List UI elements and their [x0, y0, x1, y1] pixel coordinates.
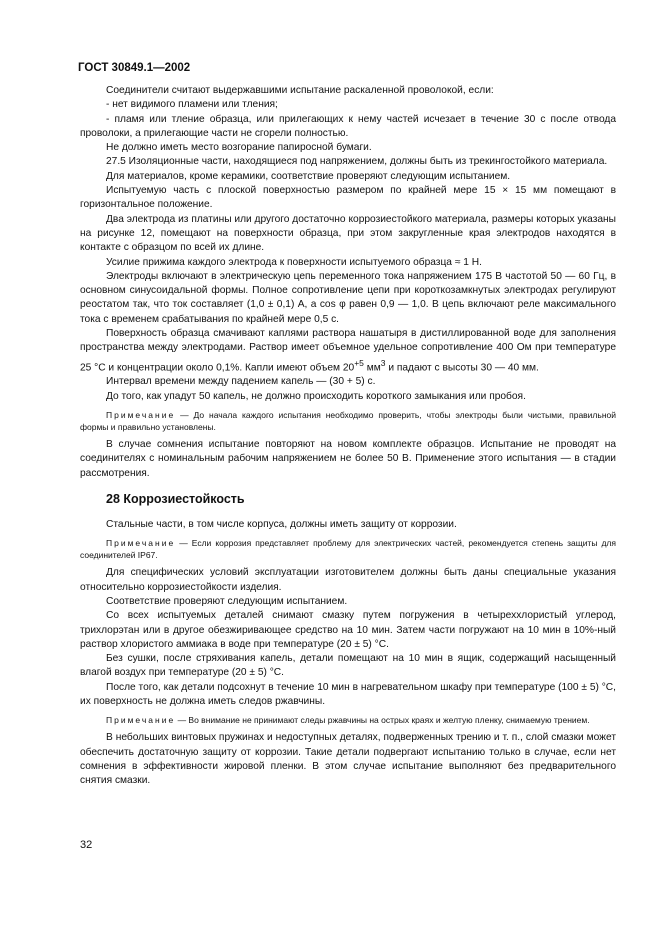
list-item: - пламя или тление образца, или прилегающих к нему частей исчезает в течение 30 с после отвода проволоки, а прилегающие части не сгорели полностью.	[80, 113, 616, 139]
note-label: Примечание	[106, 538, 176, 549]
paragraph: В случае сомнения испытание повторяют на новом комплекте образцов. Испытание не проводят на соединителях с номинальным рабочим напряжением не более 50 В. Применение этого испытания — в стадии рассмотрения.	[80, 438, 616, 479]
text-run: и падают с высоты 30 — 40 мм.	[385, 362, 539, 374]
paragraph: Соответствие проверяют следующим испытанием.	[106, 596, 348, 607]
text-run: Поверхность образца смачивают каплями раствора нашатыря в дистиллированной воде для заполнения пространства между электродами. Раствор имеет объемное удельное сопротивление 400 Ом при температуре 25 °С и концентрации около 0,1%. Капли имеют объем 20	[80, 328, 616, 374]
superscript: +5	[354, 357, 364, 368]
paragraph: Со всех испытуемых деталей снимают смазку путем погружения в четыреххлористый углерод, трихлорэтан или в другое обезжиривающее средство на 10 мин. Затем части погружают на 10 мин в 10%-ный раствор хлористого аммиака в воде при температуре (20 ± 5) °С.	[80, 610, 616, 650]
text-run: мм	[363, 362, 381, 374]
paragraph: Стальные части, в том числе корпуса, должны иметь защиту от коррозии.	[106, 519, 457, 531]
paragraph: Не должно иметь место возгорание папиросной бумаги.	[106, 142, 372, 154]
clause-27-5: 27.5 Изоляционные части, находящиеся под напряжением, должны быть из трекингостойкого материала.	[106, 156, 608, 168]
paragraph: Соединители считают выдержавшими испытание раскаленной проволокой, если:	[106, 85, 494, 96]
section-heading: 28 Коррозиестойкость	[106, 491, 245, 506]
note-text: — Во внимание не принимают следы ржавчины на острых краях и желтую пленку, снимаемую трением.	[175, 715, 590, 726]
paragraph: Усилие прижима каждого электрода к поверхности испытуемого образца ≈ 1 Н.	[106, 256, 482, 268]
paragraph: Без сушки, после стряхивания капель, детали помещают на 10 мин в ящик, содержащий насыщенный влагой воздух при температуре (20 ± 5) °С.	[80, 653, 616, 679]
note-label: Примечание	[106, 715, 176, 726]
paragraph: Два электрода из платины или другого достаточно коррозиестойкого материала, размеры которых указаны на рисунке 12, помещают на поверхности образца, при этом закругленные края электродов находятся в контакте с образцом по всей их длине.	[80, 213, 616, 254]
paragraph: В небольших винтовых пружинах и недоступных деталях, подверженных трению и т. п., слой смазки может обеспечить достаточную защиту от коррозии. Такие детали подвергают испытанию только в случае, если нет сомнения в эффективности жировой пленки. В этом случае испытание выполняют без предварительного снятия смазки.	[80, 732, 616, 787]
note-text: — Если коррозия представляет проблему для электрических частей, рекомендуется степень защиты для соединителей IP67.	[80, 538, 616, 561]
note	[80, 714, 616, 726]
list-item: - нет видимого пламени или тления;	[106, 99, 278, 111]
page-number: 32	[80, 839, 93, 851]
paragraph: Электроды включают в электрическую цепь переменного тока напряжением 175 В частотой 50 — 60 Гц, в основном синусоидальной формы. Полное сопротивление цепи при короткозамкнутых электродах регулируют реостатом так, что ток составляет (1,0 ± 0,1) А, а cos φ равен 0,9 — 1,0. В цепь включают реле максимального тока с временем срабатывания по крайней мере 0,5 с.	[80, 270, 616, 325]
note-label: Примечание	[106, 409, 176, 420]
note	[80, 409, 616, 433]
superscript: 3	[380, 357, 386, 368]
document-body	[80, 84, 616, 789]
paragraph: Для материалов, кроме керамики, соответствие проверяют следующим испытанием.	[106, 170, 511, 182]
note-text: — До начала каждого испытания необходимо проверить, чтобы электроды были чистыми, правильной формы и правильно установлены.	[80, 409, 616, 432]
note	[80, 537, 616, 561]
document-header: ГОСТ 30849.1—2002	[78, 62, 191, 74]
paragraph	[80, 327, 616, 375]
paragraph: Испытуемую часть с плоской поверхностью размером по крайней мере 15 × 15 мм помещают в горизонтальное положение.	[80, 185, 616, 211]
paragraph: После того, как детали подсохнут в течение 10 мин в нагревательном шкафу при температуре (100 ± 5) °С, их поверхность не должна иметь следов ржавчины.	[80, 681, 616, 708]
paragraph: Для специфических условий эксплуатации изготовителем должны быть даны специальные указания относительно коррозиестойкости изделия.	[80, 567, 616, 593]
paragraph: До того, как упадут 50 капель, не должно происходить короткого замыкания или пробоя.	[106, 390, 526, 402]
paragraph: Интервал времени между падением капель — (30 + 5) с.	[106, 376, 376, 388]
